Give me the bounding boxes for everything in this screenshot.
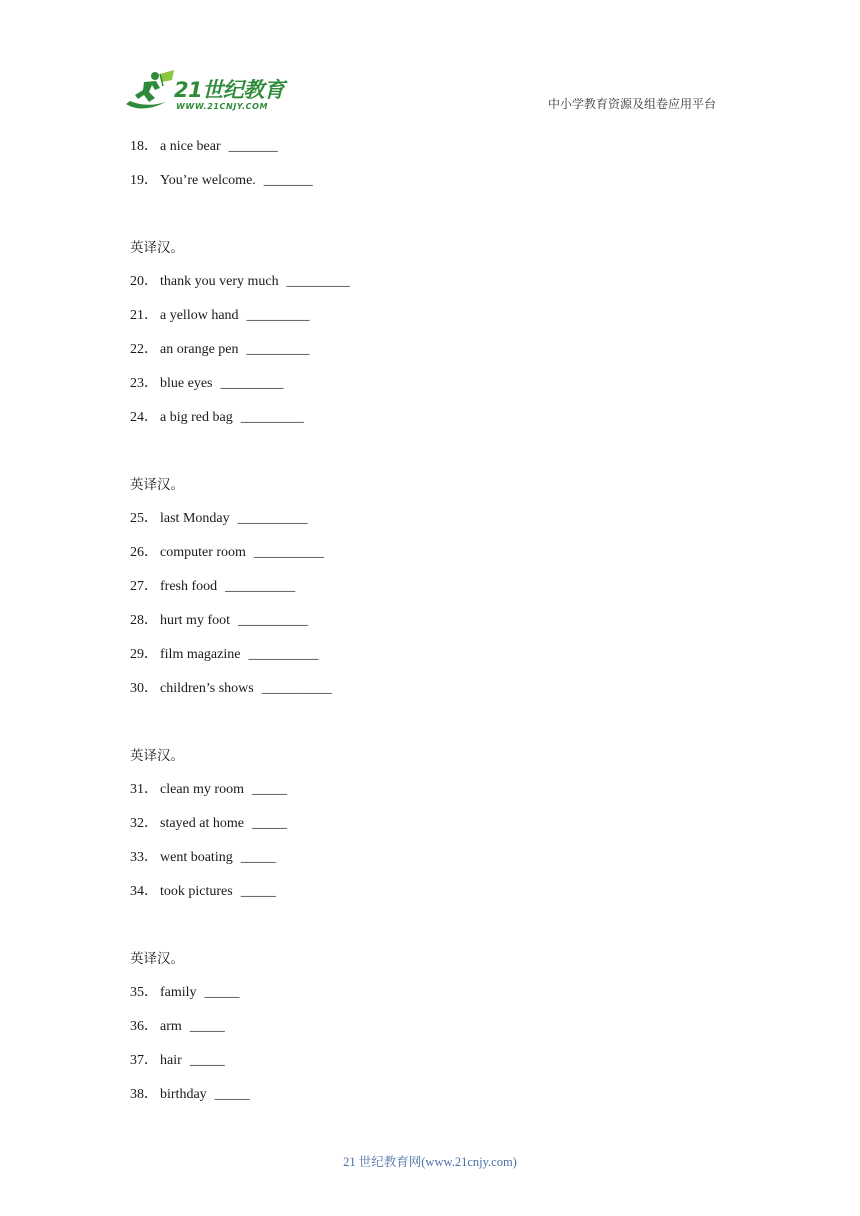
answer-blank[interactable]: _____ — [204, 985, 240, 1000]
question-number: 27． — [130, 579, 158, 594]
question-28 — [130, 612, 308, 630]
question-number: 24． — [130, 410, 158, 425]
answer-blank[interactable]: __________ — [238, 613, 308, 628]
question-text: hair — [160, 1053, 182, 1068]
question-38 — [130, 1086, 250, 1104]
question-text: hurt my foot — [160, 613, 230, 628]
question-text: an orange pen — [160, 342, 239, 357]
question-21 — [130, 307, 310, 325]
question-26 — [130, 544, 324, 562]
question-number: 37． — [130, 1053, 158, 1068]
question-number: 34． — [130, 884, 158, 899]
question-number: 30． — [130, 681, 158, 696]
answer-blank[interactable]: _____ — [214, 1087, 250, 1102]
question-number: 38． — [130, 1087, 158, 1102]
question-text: family — [160, 985, 197, 1000]
question-27 — [130, 578, 295, 596]
question-text: film magazine — [160, 647, 241, 662]
question-text: arm — [160, 1019, 182, 1034]
question-text: blue eyes — [160, 376, 213, 391]
answer-blank[interactable]: _______ — [263, 173, 313, 188]
question-number: 20． — [130, 274, 158, 289]
answer-blank[interactable]: _______ — [228, 139, 278, 154]
question-number: 18． — [130, 139, 158, 154]
question-text: thank you very much — [160, 274, 279, 289]
footer-link[interactable]: 21 世纪教育网(www.21cnjy.com) — [343, 1155, 517, 1169]
answer-blank[interactable]: __________ — [253, 545, 324, 560]
question-text: computer room — [160, 545, 246, 560]
question-number: 32． — [130, 816, 158, 831]
question-number: 19． — [130, 173, 158, 188]
question-text: birthday — [160, 1087, 207, 1102]
answer-blank[interactable]: _________ — [246, 342, 310, 357]
answer-blank[interactable]: _________ — [286, 274, 350, 289]
question-text: stayed at home — [160, 816, 244, 831]
question-37 — [130, 1052, 225, 1070]
answer-blank[interactable]: _____ — [189, 1053, 225, 1068]
answer-blank[interactable]: _____ — [251, 782, 287, 797]
question-number: 29． — [130, 647, 158, 662]
question-23 — [130, 375, 283, 393]
question-number: 31． — [130, 782, 158, 797]
section-heading: 英译汉。 — [130, 240, 184, 256]
question-29 — [130, 646, 318, 664]
question-text: You’re welcome. — [160, 173, 256, 188]
question-20 — [130, 273, 350, 291]
question-text: last Monday — [160, 511, 230, 526]
answer-blank[interactable]: _________ — [246, 308, 310, 323]
runner-logo-icon — [122, 68, 178, 116]
question-number: 23． — [130, 376, 158, 391]
section-heading: 英译汉。 — [130, 748, 184, 764]
question-number: 26． — [130, 545, 158, 560]
question-18 — [130, 138, 278, 156]
question-33 — [130, 849, 276, 867]
answer-blank[interactable]: _____ — [240, 850, 276, 865]
question-text: a big red bag — [160, 410, 233, 425]
question-24 — [130, 409, 304, 427]
question-text: a yellow hand — [160, 308, 239, 323]
answer-blank[interactable]: _____ — [189, 1019, 225, 1034]
answer-blank[interactable]: _____ — [251, 816, 287, 831]
question-number: 33． — [130, 850, 158, 865]
question-36 — [130, 1018, 225, 1036]
question-34 — [130, 883, 276, 901]
question-number: 35． — [130, 985, 158, 1000]
question-32 — [130, 815, 287, 833]
section-heading: 英译汉。 — [130, 951, 184, 967]
header-tagline: 中小学教育资源及组卷应用平台 — [548, 97, 717, 111]
answer-blank[interactable]: __________ — [237, 511, 308, 526]
question-35 — [130, 984, 240, 1002]
question-text: went boating — [160, 850, 233, 865]
question-25 — [130, 510, 308, 528]
page-footer — [0, 1154, 860, 1170]
answer-blank[interactable]: __________ — [261, 681, 332, 696]
question-30 — [130, 680, 332, 698]
question-31 — [130, 781, 287, 799]
question-number: 21． — [130, 308, 158, 323]
answer-blank[interactable]: _________ — [220, 376, 284, 391]
question-number: 22． — [130, 342, 158, 357]
answer-blank[interactable]: __________ — [248, 647, 319, 662]
question-text: fresh food — [160, 579, 218, 594]
logo-url: WWW.21CNJY.COM — [176, 102, 269, 111]
logo-text: 21世纪教育 — [174, 78, 285, 102]
question-number: 28． — [130, 613, 158, 628]
site-logo — [122, 68, 292, 116]
answer-blank[interactable]: __________ — [225, 579, 296, 594]
question-text: clean my room — [160, 782, 244, 797]
question-text: a nice bear — [160, 139, 221, 154]
answer-blank[interactable]: _________ — [240, 410, 304, 425]
question-number: 36． — [130, 1019, 158, 1034]
section-heading: 英译汉。 — [130, 477, 184, 493]
question-19 — [130, 172, 313, 190]
question-text: took pictures — [160, 884, 233, 899]
question-number: 25． — [130, 511, 158, 526]
question-text: children’s shows — [160, 681, 254, 696]
answer-blank[interactable]: _____ — [240, 884, 276, 899]
question-22 — [130, 341, 310, 359]
